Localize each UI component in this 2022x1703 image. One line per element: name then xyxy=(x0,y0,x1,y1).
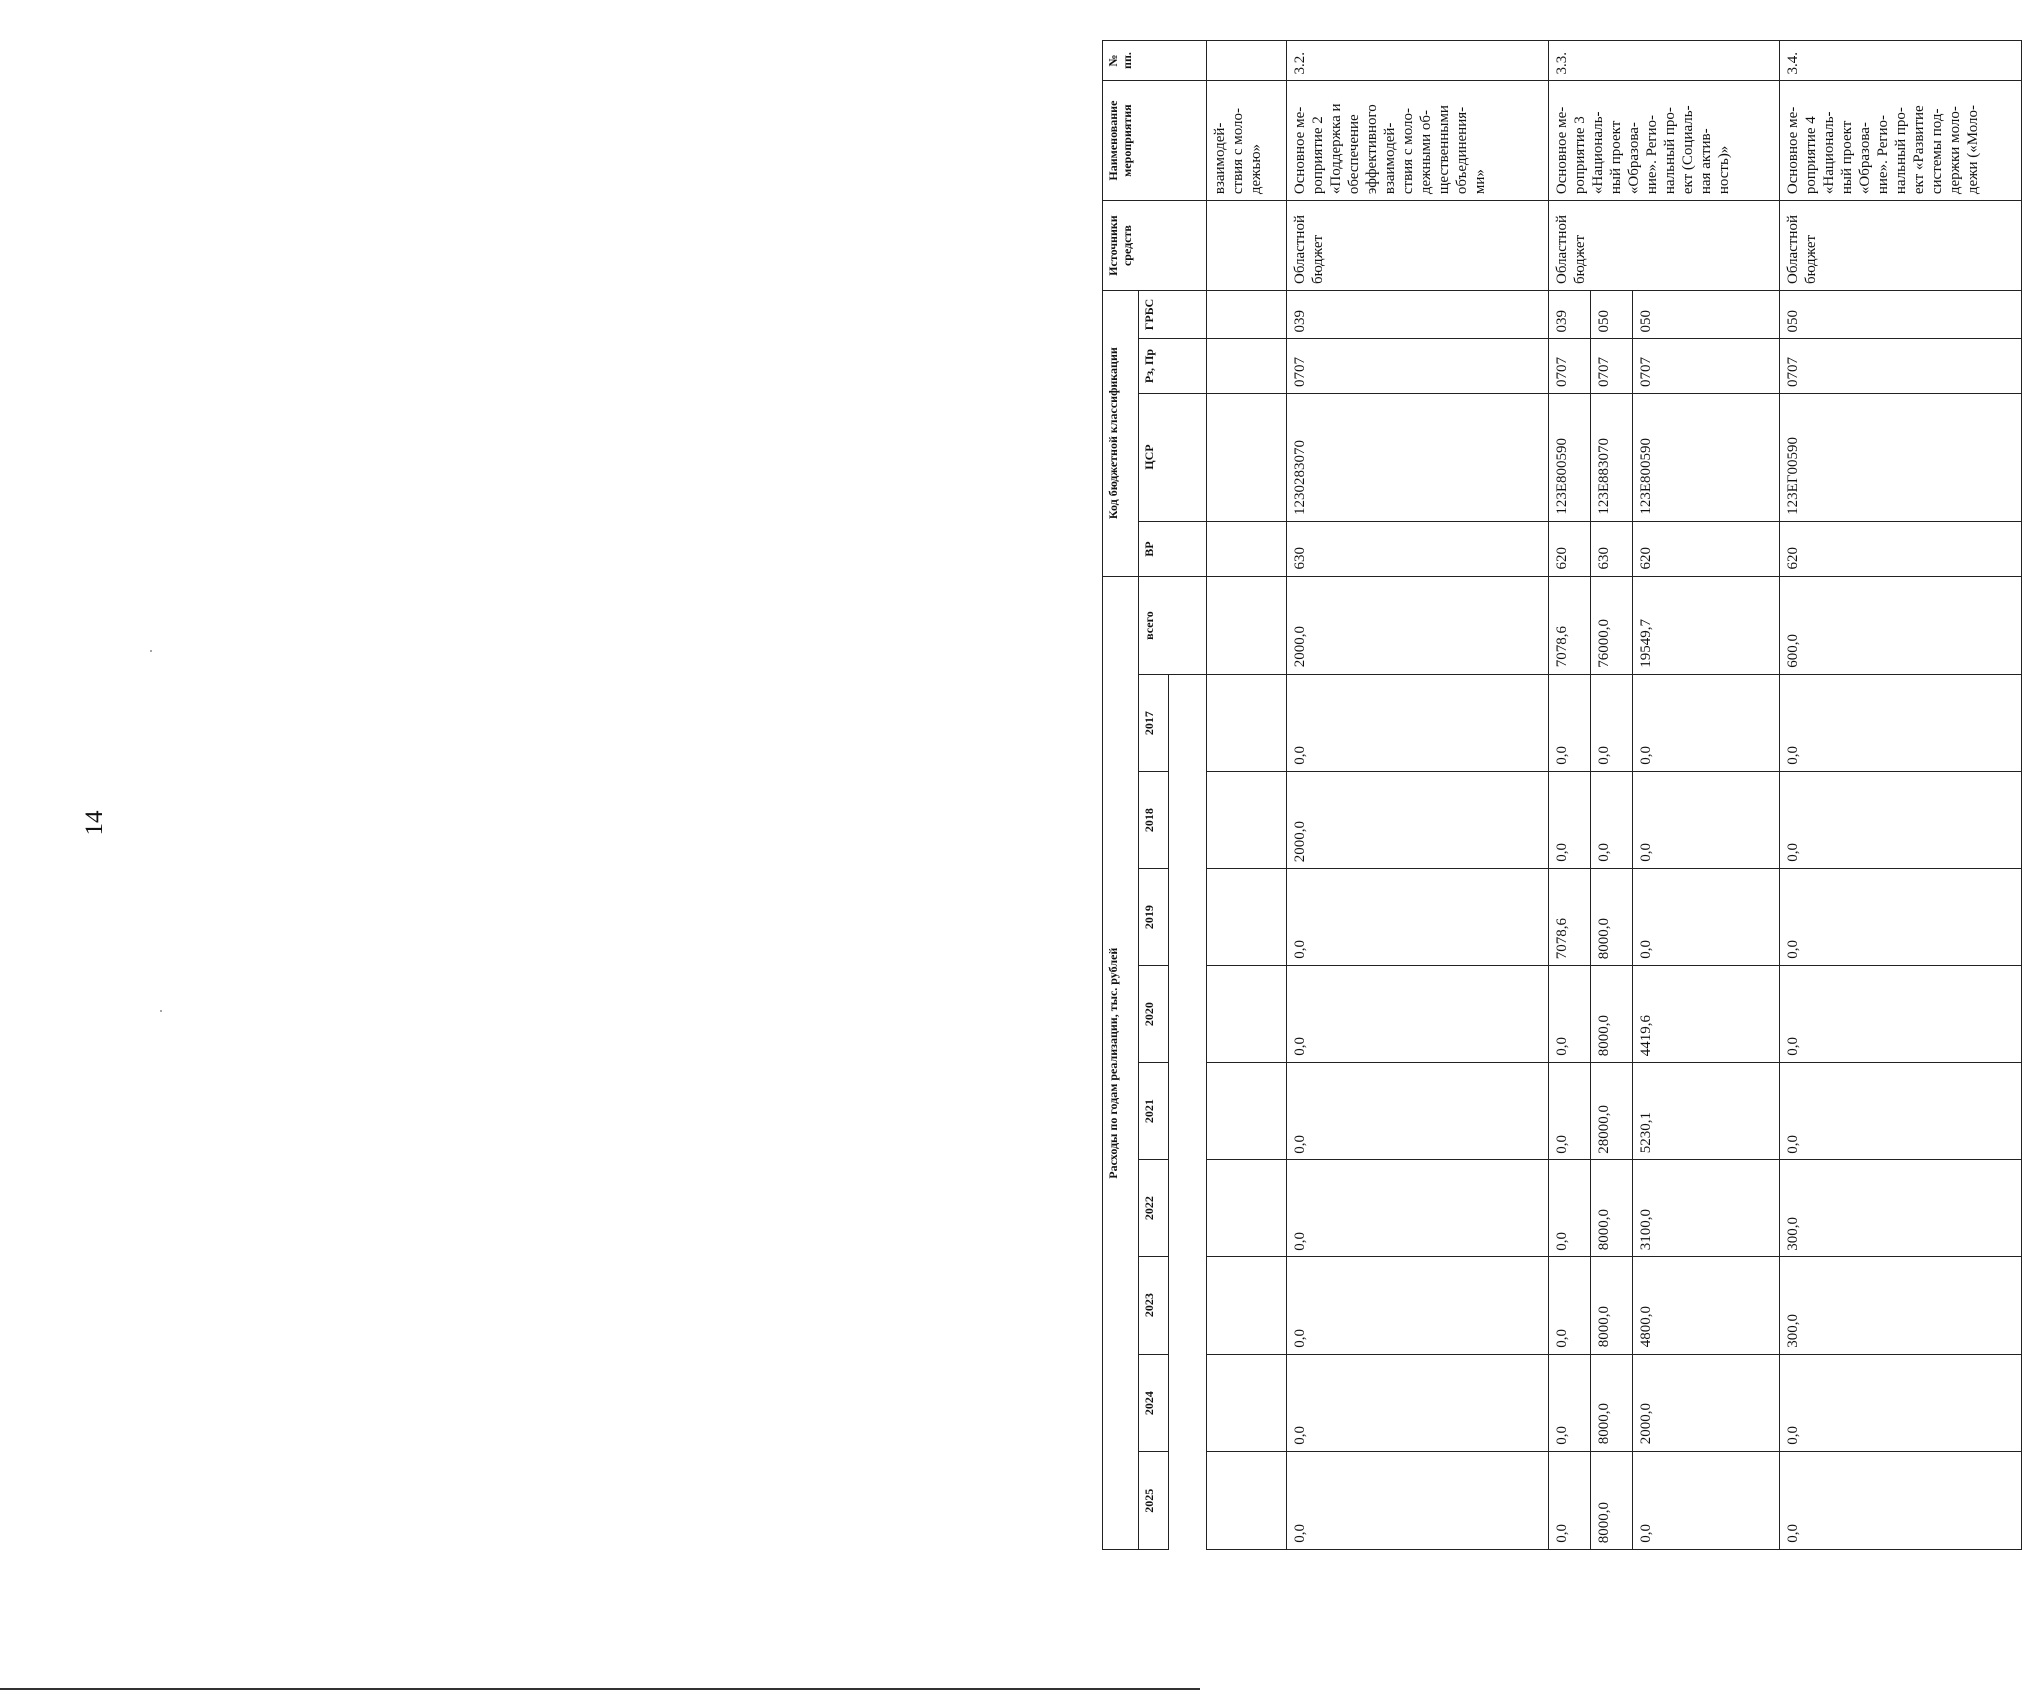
cell-total: 7078,6 xyxy=(1549,576,1591,674)
cell-name: Основное ме- роприятие 2 «Поддержка и обеспечение эффективного взаимодей- ствия с моло- дежными об- щественными объединения- ми» xyxy=(1286,81,1549,201)
scan-speck xyxy=(150,650,152,652)
scan-speck xyxy=(160,1010,162,1012)
cell-value: 0,0 xyxy=(1780,1063,2022,1160)
cell-value: 28000,0 xyxy=(1591,1063,1633,1160)
table-row xyxy=(1286,41,1549,1550)
page-number: 14 xyxy=(81,810,108,836)
cell-source xyxy=(1207,201,1287,291)
cell-name: Основное ме- роприятие 3 «Националь- ный проект «Образова- ние». Регио- нальный про- ект (Социаль- ная актив- ность)» xyxy=(1549,81,1780,201)
cell-value: 0,0 xyxy=(1780,1451,2022,1549)
header-expenses-group: Расходы по годам реализации, тыс. рублей xyxy=(1103,576,1139,1549)
cell-value: 300,0 xyxy=(1780,1257,2022,1354)
cell-grbs: 039 xyxy=(1286,291,1549,339)
table-row xyxy=(1780,41,2022,1550)
cell-value: 8000,0 xyxy=(1591,966,1633,1063)
cell-value xyxy=(1207,1160,1287,1257)
cell-vr: 630 xyxy=(1591,521,1633,576)
cell-value: 0,0 xyxy=(1286,1063,1549,1160)
cell-value: 0,0 xyxy=(1549,1063,1591,1160)
cell-rzpr: 0707 xyxy=(1549,339,1591,394)
cell-value: 4419,6 xyxy=(1633,966,1780,1063)
cell-vr: 620 xyxy=(1780,521,2022,576)
header-rzpr: Рз, Пр xyxy=(1139,339,1207,394)
cell-rzpr xyxy=(1207,339,1287,394)
cell-source: Областной бюджет xyxy=(1549,201,1780,291)
cell-value: 0,0 xyxy=(1591,674,1633,771)
cell-rzpr: 0707 xyxy=(1780,339,2022,394)
cell-rzpr: 0707 xyxy=(1286,339,1549,394)
cell-rzpr: 0707 xyxy=(1591,339,1633,394)
cell-csr: 123E800590 xyxy=(1549,394,1591,521)
header-year-2019: 2019 xyxy=(1139,868,1169,965)
cell-value: 8000,0 xyxy=(1591,868,1633,965)
cell-grbs: 039 xyxy=(1549,291,1591,339)
cell-value: 2000,0 xyxy=(1633,1354,1780,1451)
cell-value: 2000,0 xyxy=(1286,771,1549,868)
cell-vr: 620 xyxy=(1633,521,1780,576)
header-total: всего xyxy=(1139,576,1207,674)
header-year-2022: 2022 xyxy=(1139,1160,1169,1257)
cell-value: 0,0 xyxy=(1780,868,2022,965)
cell-value: 8000,0 xyxy=(1591,1160,1633,1257)
cell-vr xyxy=(1207,521,1287,576)
cell-value: 0,0 xyxy=(1780,1354,2022,1451)
cell-value: 0,0 xyxy=(1549,966,1591,1063)
cell-csr: 123ЕГ00590 xyxy=(1780,394,2022,521)
cell-value: 5230,1 xyxy=(1633,1063,1780,1160)
cell-value: 0,0 xyxy=(1591,771,1633,868)
cell-value: 0,0 xyxy=(1286,966,1549,1063)
cell-value: 0,0 xyxy=(1549,1354,1591,1451)
cell-num: 3.4. xyxy=(1780,41,2022,81)
header-year-2023: 2023 xyxy=(1139,1257,1169,1354)
cell-value xyxy=(1207,1063,1287,1160)
cell-rzpr: 0707 xyxy=(1633,339,1780,394)
header-year-2017: 2017 xyxy=(1139,674,1169,771)
header-grbs: ГРБС xyxy=(1139,291,1207,339)
cell-name: Основное ме- роприятие 4 «Националь- ный проект «Образова- ние». Регио- нальный про- ект «Развитие системы под- держки моло- дежи («Моло- xyxy=(1780,81,2022,201)
cell-csr xyxy=(1207,394,1287,521)
cell-value: 300,0 xyxy=(1780,1160,2022,1257)
cell-name: взаимодей- ствия с моло- дежью» xyxy=(1207,81,1287,201)
cell-grbs: 050 xyxy=(1780,291,2022,339)
header-year-2024: 2024 xyxy=(1139,1354,1169,1451)
budget-table-frame xyxy=(182,40,1982,1550)
cell-total xyxy=(1207,576,1287,674)
cell-value xyxy=(1207,868,1287,965)
cell-value: 0,0 xyxy=(1780,674,2022,771)
cell-value: 0,0 xyxy=(1633,771,1780,868)
table-row xyxy=(1207,41,1287,1550)
cell-value: 0,0 xyxy=(1549,771,1591,868)
cell-value: 8000,0 xyxy=(1591,1257,1633,1354)
header-name: Наименование мероприятия xyxy=(1103,81,1207,201)
header-code-group: Код бюджетной классификации xyxy=(1103,291,1139,576)
cell-value: 0,0 xyxy=(1286,868,1549,965)
budget-table xyxy=(1102,40,2022,1550)
cell-value xyxy=(1207,1257,1287,1354)
header-vr: ВР xyxy=(1139,521,1207,576)
cell-value: 7078,6 xyxy=(1549,868,1591,965)
cell-vr: 620 xyxy=(1549,521,1591,576)
cell-value: 4800,0 xyxy=(1633,1257,1780,1354)
cell-num xyxy=(1207,41,1287,81)
cell-value: 0,0 xyxy=(1549,674,1591,771)
cell-value xyxy=(1207,771,1287,868)
header-year-2020: 2020 xyxy=(1139,966,1169,1063)
cell-value: 0,0 xyxy=(1286,1451,1549,1549)
header-year-2018: 2018 xyxy=(1139,771,1169,868)
cell-value: 0,0 xyxy=(1633,674,1780,771)
header-year-2021: 2021 xyxy=(1139,1063,1169,1160)
scan-edge-line xyxy=(0,1688,1200,1690)
cell-csr: 123E800590 xyxy=(1633,394,1780,521)
cell-value xyxy=(1207,966,1287,1063)
cell-grbs xyxy=(1207,291,1287,339)
cell-grbs: 050 xyxy=(1591,291,1633,339)
table-row xyxy=(1549,41,1591,1550)
header-num: № пп. xyxy=(1103,41,1207,81)
header-year-2025: 2025 xyxy=(1139,1451,1169,1549)
cell-csr: 123E883070 xyxy=(1591,394,1633,521)
cell-value: 0,0 xyxy=(1286,674,1549,771)
cell-value: 0,0 xyxy=(1549,1257,1591,1354)
cell-value: 0,0 xyxy=(1780,966,2022,1063)
cell-value xyxy=(1207,1451,1287,1549)
cell-value xyxy=(1207,1354,1287,1451)
cell-csr: 1230283070 xyxy=(1286,394,1549,521)
cell-value: 0,0 xyxy=(1286,1257,1549,1354)
cell-num: 3.3. xyxy=(1549,41,1780,81)
cell-value: 0,0 xyxy=(1633,868,1780,965)
cell-value xyxy=(1207,674,1287,771)
cell-source: Областной бюджет xyxy=(1780,201,2022,291)
header-csr: ЦСР xyxy=(1139,394,1207,521)
cell-value: 0,0 xyxy=(1633,1451,1780,1549)
cell-total: 2000,0 xyxy=(1286,576,1549,674)
cell-value: 8000,0 xyxy=(1591,1451,1633,1549)
cell-total: 76000,0 xyxy=(1591,576,1633,674)
cell-value: 3100,0 xyxy=(1633,1160,1780,1257)
cell-value: 8000,0 xyxy=(1591,1354,1633,1451)
cell-num: 3.2. xyxy=(1286,41,1549,81)
cell-total: 600,0 xyxy=(1780,576,2022,674)
cell-value: 0,0 xyxy=(1286,1354,1549,1451)
cell-grbs: 050 xyxy=(1633,291,1780,339)
cell-vr: 630 xyxy=(1286,521,1549,576)
header-source: Источники средств xyxy=(1103,201,1207,291)
cell-value: 0,0 xyxy=(1549,1160,1591,1257)
cell-value: 0,0 xyxy=(1780,771,2022,868)
cell-value: 0,0 xyxy=(1286,1160,1549,1257)
cell-value: 0,0 xyxy=(1549,1451,1591,1549)
cell-source: Областной бюджет xyxy=(1286,201,1549,291)
cell-total: 19549,7 xyxy=(1633,576,1780,674)
